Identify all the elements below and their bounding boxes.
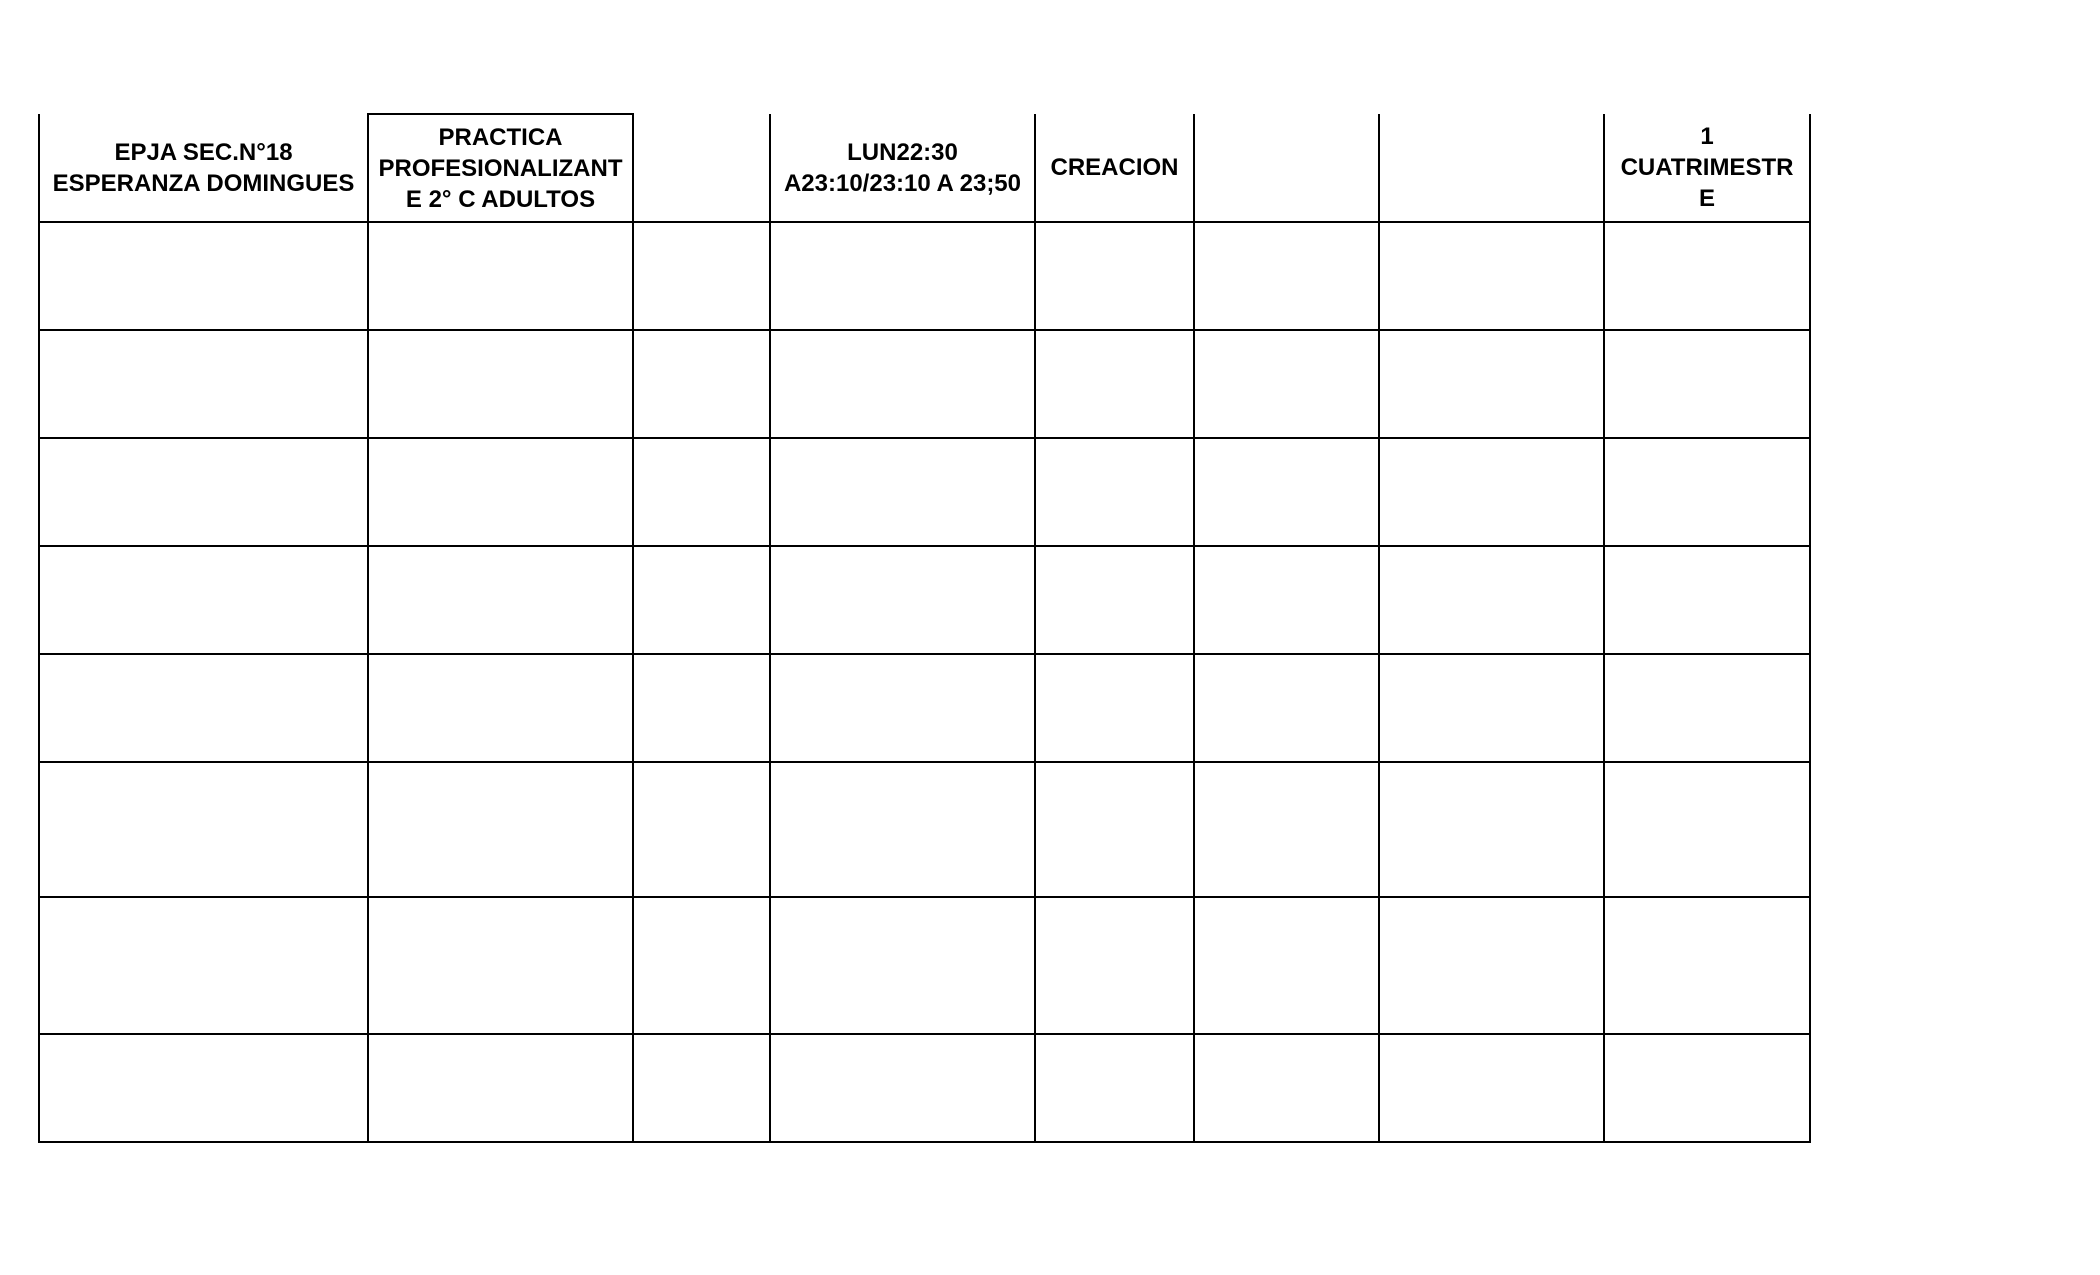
table-cell: [1035, 222, 1194, 330]
term-cell: [1604, 114, 1810, 222]
table-cell: [633, 1034, 770, 1142]
table-cell: [1379, 330, 1604, 438]
table-row: [39, 330, 1810, 438]
table-cell: [1194, 438, 1379, 546]
table-cell: [39, 1034, 368, 1142]
table-cell: [368, 1034, 633, 1142]
table-cell: [1194, 546, 1379, 654]
table-cell: [368, 546, 633, 654]
table-cell: [633, 330, 770, 438]
table-cell: [39, 330, 368, 438]
blank-header-cell: [633, 114, 770, 222]
table-cell: [1379, 222, 1604, 330]
schedule-time: LUN22:30 A23:10/23:10 A 23;50: [783, 138, 1022, 197]
table-cell: [1604, 654, 1810, 762]
table-cell: [1035, 438, 1194, 546]
table-cell: [770, 438, 1035, 546]
blank-header-cell: [1194, 114, 1379, 222]
blank-header-cell: [1379, 114, 1604, 222]
table-cell: [770, 897, 1035, 1034]
table-cell: [39, 654, 368, 762]
table-cell: [368, 897, 633, 1034]
table-cell: [633, 654, 770, 762]
table-cell: [1604, 762, 1810, 897]
table-cell: [1604, 438, 1810, 546]
table-cell: [1035, 546, 1194, 654]
table-cell: [1379, 654, 1604, 762]
table-row: [39, 897, 1810, 1034]
table-cell: [1379, 546, 1604, 654]
table-cell: [1194, 1034, 1379, 1142]
table-cell: [1379, 762, 1604, 897]
school-name-cell: [39, 114, 368, 222]
table-cell: [368, 222, 633, 330]
table-cell: [39, 762, 368, 897]
table-cell: [633, 762, 770, 897]
school-name: EPJA SEC.N°18 ESPERANZA DOMINGUES: [52, 138, 355, 197]
table-cell: [770, 546, 1035, 654]
table-cell: [368, 438, 633, 546]
table-cell: [1035, 1034, 1194, 1142]
table-cell: [770, 654, 1035, 762]
table-cell: [39, 438, 368, 546]
table-cell: [1035, 330, 1194, 438]
table-row: [39, 546, 1810, 654]
table-cell: [633, 438, 770, 546]
table-cell: [368, 762, 633, 897]
table-row: [39, 114, 1810, 222]
table-cell: [39, 222, 368, 330]
table-cell: [368, 654, 633, 762]
table-row: [39, 762, 1810, 897]
table-cell: [1194, 222, 1379, 330]
subject-name: PRACTICA PROFESIONALIZANT E 2° C ADULTOS: [378, 123, 623, 213]
table-cell: [633, 546, 770, 654]
table-row: [39, 222, 1810, 330]
table-cell: [770, 762, 1035, 897]
table-cell: [39, 897, 368, 1034]
table-cell: [1194, 762, 1379, 897]
table-cell: [1035, 654, 1194, 762]
status-label: CREACION: [1050, 154, 1179, 181]
table-row: [39, 654, 1810, 762]
table-cell: [770, 222, 1035, 330]
table-cell: [633, 897, 770, 1034]
table-cell: [1379, 438, 1604, 546]
table-cell: [1604, 222, 1810, 330]
table-cell: [1379, 897, 1604, 1034]
term-label: 1 CUATRIMESTR E: [1620, 123, 1794, 212]
table-cell: [1035, 762, 1194, 897]
status-cell: [1035, 114, 1194, 222]
table-row: [39, 438, 1810, 546]
table-row: [39, 1034, 1810, 1142]
table-cell: [368, 330, 633, 438]
table-cell: [39, 546, 368, 654]
table-cell: [1194, 330, 1379, 438]
table-cell: [770, 1034, 1035, 1142]
subject-cell: [368, 114, 633, 222]
table-cell: [1194, 897, 1379, 1034]
schedule-cell: [770, 114, 1035, 222]
table-cell: [1035, 897, 1194, 1034]
table-cell: [1604, 897, 1810, 1034]
table-cell: [770, 330, 1035, 438]
table-cell: [1604, 330, 1810, 438]
table-cell: [1604, 1034, 1810, 1142]
schedule-table: [38, 113, 1811, 1143]
table-cell: [1604, 546, 1810, 654]
table-cell: [633, 222, 770, 330]
table-cell: [1379, 1034, 1604, 1142]
table-cell: [1194, 654, 1379, 762]
